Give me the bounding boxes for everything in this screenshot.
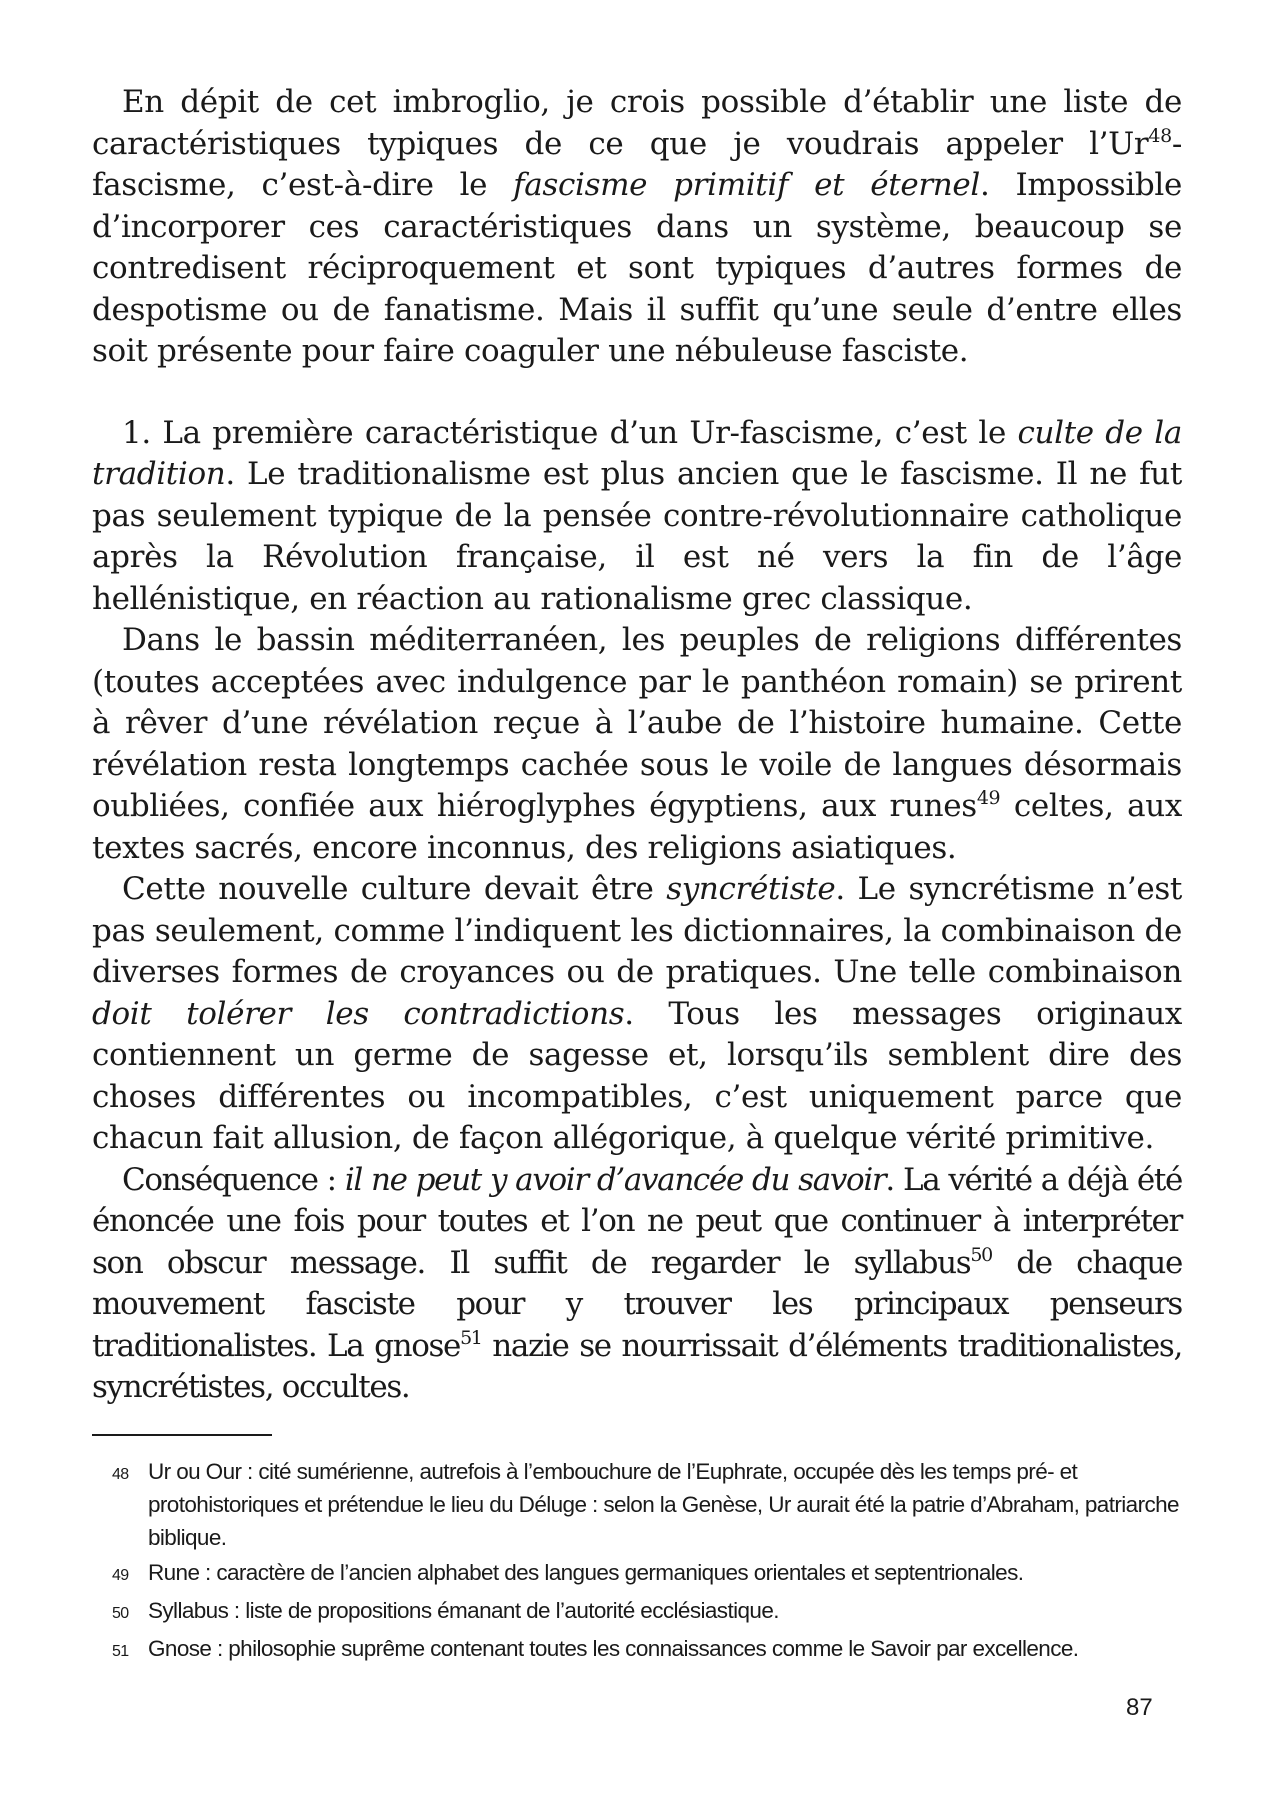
text-segment: . La vérité a déjà été énoncée une fois pour toutes et l’on ne peut que continuer à interpréter son obscur message. Il suffit de regarder le syllabus	[92, 1161, 1182, 1281]
paragraph-consequence	[92, 1160, 1182, 1409]
footnote-49	[92, 1556, 1182, 1592]
paragraph-intro	[92, 82, 1182, 373]
footnote-51	[92, 1632, 1182, 1668]
emphasis: culte de la tradition	[92, 414, 1182, 492]
footnote-number: 51	[112, 1643, 129, 1660]
text-segment: . Tous les messages originaux contiennent un germe de sagesse et, lorsqu’ils semblent dire des choses différentes ou incompatibles, c’est uniquement parce que chacun fait allusion, de façon allégorique, à quelque vérité primitive.	[92, 995, 1182, 1156]
footnotes	[92, 1455, 1182, 1670]
footnote-ref-50: 50	[970, 1243, 992, 1266]
page-number: 87	[1126, 1694, 1153, 1721]
text-segment: En dépit de cet imbroglio, je crois possible d’établir une liste de caractéristiques typiques de ce que je voudrais appeler l’Ur	[92, 84, 1182, 162]
text-segment: Conséquence :	[122, 1161, 345, 1198]
paragraph-characteristic-1	[92, 413, 1182, 621]
text-segment: . Impossible d’incorporer ces caractéristiques dans un système, beaucoup se contredisent réciproquement et sont typiques d’autres formes de despotisme ou de fanatisme. Mais il suffit qu’une seule d’entre elles soit présente pour faire coaguler une nébuleuse fasciste.	[92, 167, 1182, 369]
text-segment: de chaque mouvement fasciste pour y trouver les principaux penseurs traditionalistes. La gnose	[92, 1244, 1182, 1364]
text-segment: Dans le bassin méditerranéen, les peuples de religions différentes (toutes acceptées avec indulgence par le panthéon romain) se prirent à rêver d’une révélation reçue à l’aube de l’histoire humaine. Cette révélation resta longtemps cachée sous le voile de langues désormais oubliées, confiée aux hiéroglyphes égyptiens, aux runes	[92, 622, 1182, 824]
text-segment: . Le syncrétisme n’est pas seulement, comme l’indiquent les dictionnaires, la combinaison de diverses formes de croyances ou de pratiques. Une telle combinaison	[92, 871, 1182, 990]
footnote-number: 48	[112, 1466, 129, 1483]
paragraph-mediterranean	[92, 620, 1182, 869]
text-segment: celtes, aux textes sacrés, encore inconnus, des religions asiatiques.	[92, 788, 1182, 866]
emphasis: fascisme primitif et éternel	[513, 167, 980, 203]
footnote-ref-48: 48	[1148, 124, 1172, 147]
emphasis: il ne peut y avoir d’avancée du savoir	[344, 1161, 886, 1198]
footnote-number: 50	[112, 1605, 129, 1622]
text-segment: . Le traditionalisme est plus ancien que le fascisme. Il ne fut pas seulement typique de la pensée contre-révolutionnaire catholique après la Révolution française, il est né vers la fin de l’âge hellénistique, en réaction au rationalisme grec classique.	[92, 456, 1182, 617]
emphasis: doit tolérer les contradictions	[92, 995, 625, 1032]
footnote-divider	[92, 1434, 272, 1436]
footnote-text: Gnose : philosophie suprême contenant toutes les connaissances comme le Savoir par excellence.	[148, 1636, 1079, 1661]
text-segment: -fascisme, c’est-à-dire le	[92, 125, 1182, 203]
footnote-48	[92, 1455, 1182, 1554]
emphasis: syncrétiste	[666, 871, 836, 907]
page-body	[92, 82, 1182, 1409]
main-text	[92, 82, 1182, 1409]
footnote-number: 49	[112, 1567, 129, 1584]
footnote-text: Syllabus : liste de propositions émanant de l’autorité ecclésiastique.	[148, 1598, 779, 1623]
text-segment: 1. La première caractéristique d’un Ur-fascisme, c’est le	[122, 414, 1018, 451]
footnote-ref-49: 49	[976, 787, 1001, 809]
footnote-50	[92, 1594, 1182, 1630]
text-segment: Cette nouvelle culture devait être	[122, 871, 667, 907]
footnote-text: Ur ou Our : cité sumérienne, autrefois à l’embouchure de l’Euphrate, occupée dès les temps pré- et protohistoriques et prétendue le lieu du Déluge : selon la Genèse, Ur aurait été la patrie d’Abraham, patriarche biblique.	[148, 1459, 1179, 1550]
footnote-ref-51: 51	[460, 1326, 482, 1349]
text-segment: nazie se nourrissait d’éléments traditionalistes, syncrétistes, occultes.	[92, 1327, 1182, 1405]
paragraph-syncretism	[92, 869, 1182, 1160]
footnote-text: Rune : caractère de l’ancien alphabet des langues germaniques orientales et septentrionales.	[148, 1560, 1024, 1585]
